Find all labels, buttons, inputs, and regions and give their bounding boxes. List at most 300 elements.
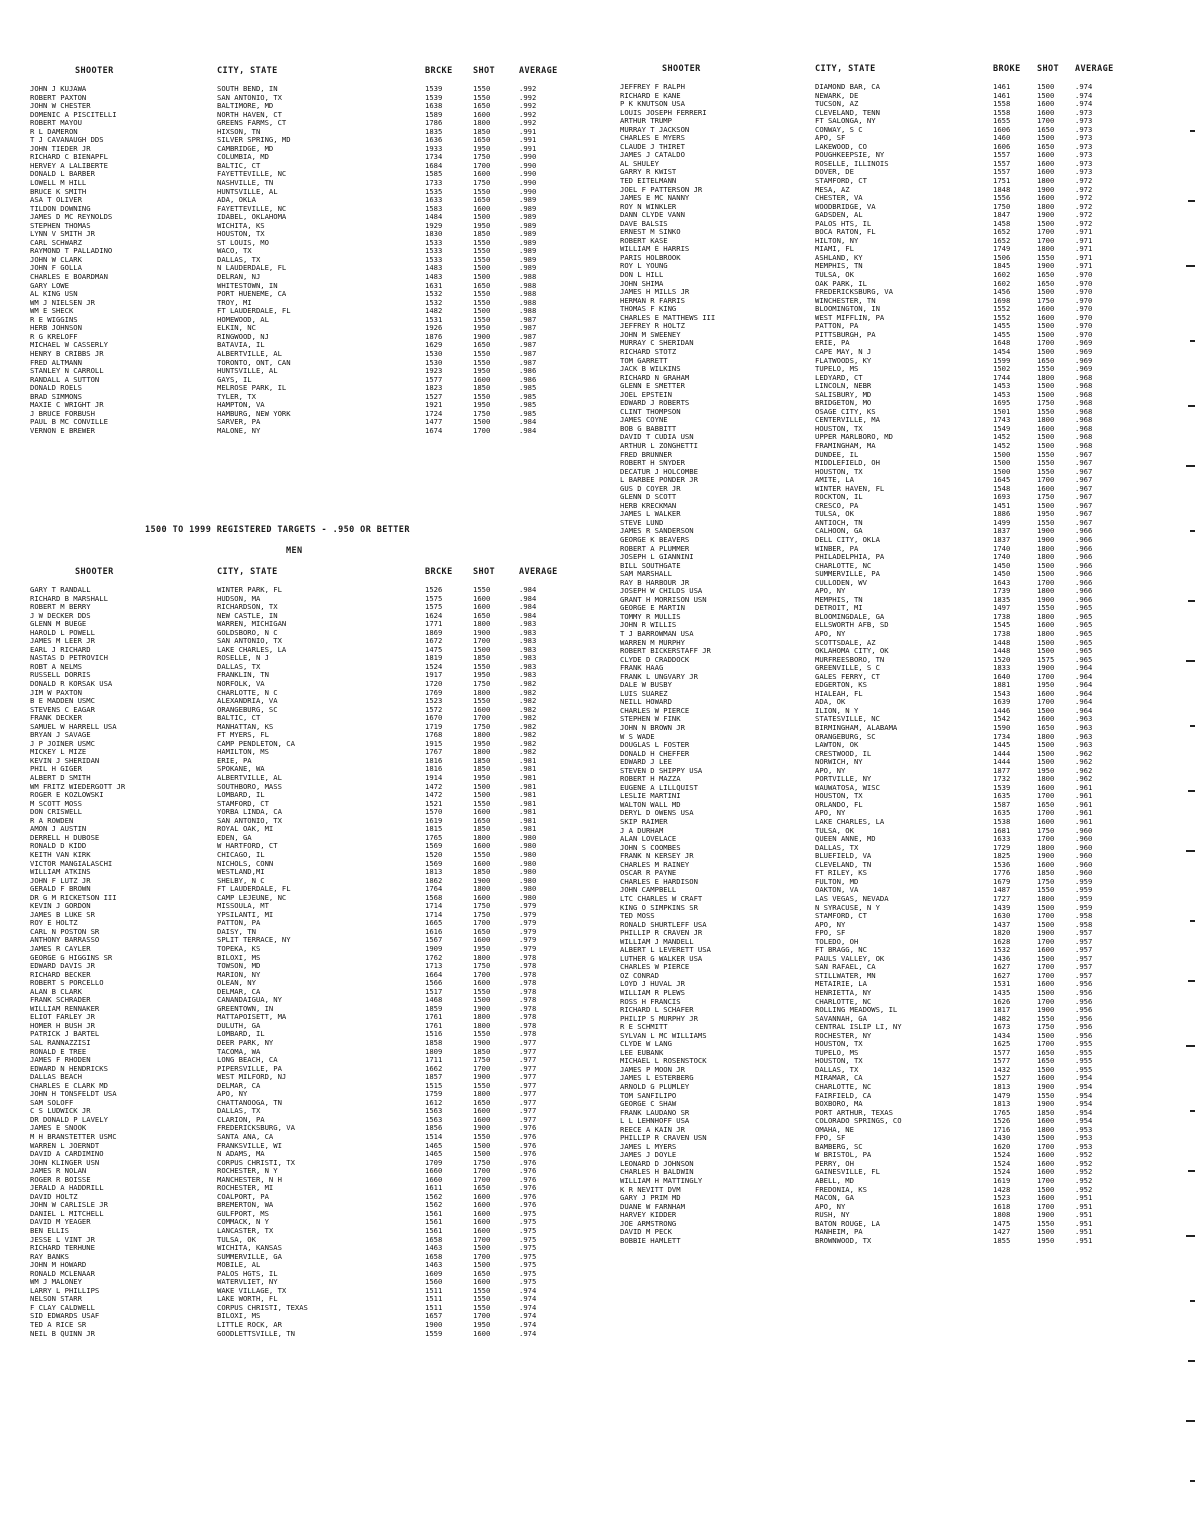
- broke-value: 1665: [425, 919, 443, 928]
- broke-value: 1657: [425, 1312, 443, 1321]
- average-value: .975: [519, 1261, 537, 1270]
- shooter-name: DALE W BUSBY: [620, 681, 672, 690]
- broke-value: 1499: [993, 518, 1011, 527]
- shooter-name: M H BRANSTETTER USMC: [30, 1133, 117, 1141]
- shooter-name: WALTON WALL MD: [620, 800, 681, 809]
- shooter-name: R E SCHMITT: [620, 1023, 668, 1032]
- table-row: [620, 570, 1135, 579]
- city-state: HILTON, NY: [815, 236, 859, 245]
- shooter-name: REECE A KAIN JR: [620, 1125, 685, 1134]
- shooter-name: J W DECKER DDS: [30, 611, 91, 620]
- average-value: .964: [1075, 681, 1093, 690]
- shot-value: 1800: [1037, 553, 1055, 562]
- shooter-name: AL KING USN: [30, 290, 78, 299]
- shooter-name: JEFFREY R HOLTZ: [620, 322, 685, 331]
- shot-value: 1900: [1037, 595, 1055, 604]
- shooter-name: LEE EUBANK: [620, 1048, 664, 1057]
- table-row: [620, 758, 1135, 767]
- broke-value: 1658: [425, 1235, 443, 1244]
- shooter-name: ERNEST M SINKO: [620, 228, 681, 237]
- shooter-name: TED A RICE SR: [30, 1321, 87, 1330]
- city-state: DUNDEE, IL: [815, 450, 859, 459]
- header-broke: BRCKE: [425, 567, 453, 577]
- shooter-name: HAROLD L POWELL: [30, 628, 95, 637]
- shot-value: 1600: [473, 859, 491, 868]
- table-row: [30, 902, 579, 911]
- broke-value: 1767: [425, 748, 443, 757]
- average-value: .979: [519, 944, 537, 953]
- city-state: OKLAHOMA CITY, OK: [815, 647, 889, 656]
- city-state: TOPEKA, KS: [217, 944, 261, 953]
- average-value: .973: [1075, 151, 1093, 160]
- broke-value: 1914: [425, 774, 443, 783]
- table-row: [30, 954, 579, 963]
- shot-value: 1800: [473, 953, 491, 962]
- broke-value: 1813: [993, 1100, 1011, 1109]
- shooter-name: RAYMOND T PALLADINO: [30, 247, 113, 256]
- table-row: [30, 230, 579, 239]
- shot-value: 1500: [473, 791, 491, 800]
- shooter-name: CHARLES E MYERS: [620, 134, 685, 143]
- broke-value: 1869: [425, 628, 443, 637]
- average-value: .978: [519, 996, 537, 1005]
- shot-value: 1550: [473, 85, 491, 93]
- shot-value: 1900: [1037, 262, 1055, 271]
- average-value: .970: [1075, 313, 1093, 322]
- average-value: .983: [519, 662, 537, 671]
- average-value: .992: [519, 119, 537, 128]
- average-value: .978: [519, 1004, 537, 1013]
- broke-value: 1452: [993, 433, 1011, 442]
- average-value: .974: [519, 1295, 537, 1304]
- average-value: .962: [1075, 775, 1093, 784]
- broke-value: 1633: [993, 835, 1011, 844]
- shot-value: 1550: [473, 349, 491, 358]
- broke-value: 1439: [993, 903, 1011, 912]
- city-state: GREENTOWN, IN: [217, 1004, 274, 1013]
- shooter-name: ROBERT H MAZZA: [620, 775, 681, 784]
- city-state: ROCHESTER, NY: [815, 1031, 872, 1040]
- table-row: [620, 904, 1135, 913]
- left-top-table: [30, 64, 579, 435]
- broke-value: 1453: [993, 382, 1011, 391]
- shooter-name: KEVIN J SHERIDAN: [30, 756, 100, 765]
- shooter-name: NEILL HOWARD: [620, 698, 672, 707]
- table-row: [30, 282, 579, 291]
- shot-value: 1550: [473, 358, 491, 367]
- city-state: LONG BEACH, CA: [217, 1056, 278, 1065]
- average-value: .978: [519, 1021, 537, 1030]
- average-value: .992: [519, 93, 537, 102]
- average-value: .980: [519, 859, 537, 868]
- city-state: MIRAMAR, CA: [815, 1074, 863, 1083]
- table-row: [30, 834, 579, 843]
- shooter-name: ROBERT M BERRY: [30, 603, 91, 612]
- shooter-name: ANTHONY BARRASSO: [30, 936, 100, 945]
- shooter-name: LTC CHARLES W CRAFT: [620, 894, 703, 903]
- shooter-name: CHARLES M RAINEY: [620, 860, 690, 869]
- shooter-name: NELSON STARR: [30, 1295, 82, 1304]
- shooter-name: GLENN D SCOTT: [620, 493, 677, 502]
- table-row: [620, 1177, 1135, 1186]
- table-row: [30, 85, 579, 94]
- shooter-name: GLENN E SMETTER: [620, 382, 685, 391]
- city-state: RICHARDSON, TX: [217, 603, 278, 612]
- average-value: .983: [519, 645, 537, 654]
- broke-value: 1816: [425, 765, 443, 774]
- table-row: [30, 196, 579, 205]
- city-state: FPO, SF: [815, 1134, 846, 1143]
- city-state: OAK PARK, IL: [815, 279, 867, 288]
- city-state: PATTON, PA: [815, 322, 859, 331]
- shot-value: 1900: [1037, 185, 1055, 194]
- table-row: [620, 399, 1135, 408]
- city-state: ADA, OKLA: [217, 196, 256, 205]
- average-value: .972: [1075, 211, 1093, 220]
- shooter-name: RANDALL A SUTTON: [30, 375, 100, 384]
- shooter-name: EDWARD J LEE: [620, 758, 672, 767]
- table-row: [30, 962, 579, 971]
- average-value: .987: [519, 358, 537, 367]
- table-row: [620, 109, 1135, 118]
- table-row: [620, 784, 1135, 793]
- broke-value: 1808: [993, 1211, 1011, 1220]
- table-row: [620, 1023, 1135, 1032]
- city-state: APO, NY: [217, 1090, 248, 1099]
- broke-value: 1720: [425, 680, 443, 689]
- city-state: MEMPHIS, TN: [815, 595, 863, 604]
- table-row: [30, 1133, 579, 1142]
- average-value: .966: [1075, 578, 1093, 587]
- city-state: BLOOMINGTON, IN: [815, 305, 880, 314]
- shot-value: 1500: [473, 645, 491, 654]
- shot-value: 1550: [473, 1133, 491, 1141]
- shot-value: 1700: [1037, 963, 1055, 972]
- broke-value: 1727: [993, 894, 1011, 903]
- city-state: SOUTH BEND, IN: [217, 85, 278, 93]
- broke-value: 1776: [993, 869, 1011, 878]
- broke-value: 1674: [425, 426, 443, 435]
- broke-value: 1563: [425, 1115, 443, 1124]
- broke-value: 1750: [993, 202, 1011, 211]
- shooter-name: ASA T OLIVER: [30, 196, 82, 205]
- average-value: .973: [1075, 159, 1093, 168]
- shooter-name: JOHN F LUTZ JR: [30, 876, 91, 885]
- average-value: .964: [1075, 672, 1093, 681]
- broke-value: 1533: [425, 255, 443, 264]
- city-state: FAYETTEVILLE, NC: [217, 204, 287, 213]
- city-state: ROCKTON, IL: [815, 493, 863, 502]
- shot-value: 1900: [473, 876, 491, 885]
- shot-value: 1600: [473, 979, 491, 988]
- shooter-name: OZ CONRAD: [620, 971, 659, 980]
- average-value: .954: [1075, 1100, 1093, 1109]
- city-state: CHARLOTTE, N C: [217, 688, 278, 697]
- table-row: [620, 1203, 1135, 1212]
- table-row: [30, 1099, 579, 1108]
- city-state: PAULS VALLEY, OK: [815, 954, 885, 963]
- shot-value: 1550: [473, 255, 491, 264]
- shot-value: 1650: [473, 102, 491, 111]
- section-subtitle: MEN: [286, 546, 303, 556]
- shot-value: 1600: [1037, 1168, 1055, 1177]
- shot-value: 1850: [1037, 1108, 1055, 1117]
- shot-value: 1700: [1037, 912, 1055, 921]
- shooter-name: WM J MALONEY: [30, 1278, 82, 1287]
- broke-value: 1662: [425, 1064, 443, 1073]
- broke-value: 1445: [993, 741, 1011, 750]
- table-row: [620, 792, 1135, 801]
- city-state: W BRISTOL, PA: [815, 1151, 872, 1160]
- broke-value: 1446: [993, 706, 1011, 715]
- right-table: [620, 62, 1135, 1245]
- average-value: .956: [1075, 1014, 1093, 1023]
- shooter-name: NEIL B QUINN JR: [30, 1329, 95, 1338]
- header-shot: SHOT: [1037, 64, 1060, 74]
- broke-value: 1859: [425, 1004, 443, 1013]
- table-row: [620, 151, 1135, 160]
- broke-value: 1533: [425, 238, 443, 247]
- shot-value: 1700: [473, 919, 491, 928]
- shooter-name: STEPHEN THOMAS: [30, 221, 91, 230]
- broke-value: 1734: [425, 153, 443, 162]
- city-state: BATAVIA, IL: [217, 341, 265, 350]
- shooter-name: JOHN J KUJAWA: [30, 85, 87, 93]
- table-row: [620, 587, 1135, 596]
- shot-value: 1750: [473, 153, 491, 162]
- city-state: APO, NY: [815, 1202, 846, 1211]
- broke-value: 1743: [993, 416, 1011, 425]
- average-value: .976: [519, 1158, 537, 1167]
- table-body: [30, 586, 579, 1338]
- shooter-name: PHILLIP R CRAVEN USN: [620, 1134, 707, 1143]
- shooter-name: LUTHER G WALKER USA: [620, 954, 703, 963]
- shooter-name: T J BARROWMAN USA: [620, 630, 694, 638]
- city-state: PORTVILLE, NY: [815, 775, 872, 784]
- shot-value: 1600: [473, 204, 491, 213]
- average-value: .960: [1075, 826, 1093, 835]
- shot-value: 1600: [1037, 1194, 1055, 1203]
- shooter-name: RAY B HARBOUR JR: [620, 578, 690, 587]
- average-value: .970: [1075, 271, 1093, 280]
- average-value: .972: [1075, 177, 1093, 186]
- shot-value: 1500: [1037, 288, 1055, 297]
- broke-value: 1933: [425, 144, 443, 153]
- table-row: [620, 545, 1135, 554]
- average-value: .981: [519, 774, 537, 783]
- average-value: .952: [1075, 1177, 1093, 1185]
- shot-value: 1800: [1037, 544, 1055, 553]
- shooter-name: JOHN M HOWARD: [30, 1261, 87, 1270]
- table-row: [620, 733, 1135, 742]
- table-row: [620, 416, 1135, 425]
- city-state: CRESCO, PA: [815, 501, 859, 510]
- average-value: .957: [1075, 937, 1093, 946]
- broke-value: 1627: [993, 963, 1011, 972]
- average-value: .960: [1075, 860, 1093, 869]
- shooter-name: PARIS HOLBROOK: [620, 253, 681, 262]
- city-state: GAINESVILLE, FL: [815, 1168, 880, 1177]
- shooter-name: BOB G BABBITT: [620, 424, 677, 433]
- table-row: [30, 205, 579, 214]
- shot-value: 1500: [1037, 561, 1055, 570]
- average-value: .977: [519, 1064, 537, 1073]
- average-value: .974: [519, 1303, 537, 1312]
- shooter-name: JAMES L MYERS: [620, 1142, 677, 1151]
- broke-value: 1475: [993, 1219, 1011, 1228]
- shot-value: 1950: [1037, 510, 1055, 519]
- city-state: CULLODEN, WV: [815, 578, 867, 587]
- broke-value: 1531: [993, 980, 1011, 989]
- shooter-name: RAY BANKS: [30, 1252, 69, 1261]
- broke-value: 1847: [993, 211, 1011, 220]
- city-state: SUMMERVILLE, GA: [217, 1252, 282, 1261]
- city-state: BIRMINGHAM, ALABAMA: [815, 724, 898, 733]
- average-value: .965: [1075, 638, 1093, 647]
- shooter-name: CARL N POSTON SR: [30, 927, 100, 936]
- average-value: .954: [1075, 1074, 1093, 1083]
- shooter-name: JOHN KLINGER USN: [30, 1158, 100, 1167]
- table-row: [620, 801, 1135, 810]
- shot-value: 1650: [1037, 142, 1055, 151]
- shot-value: 1650: [473, 1269, 491, 1278]
- table-row: [620, 715, 1135, 724]
- shot-value: 1950: [473, 671, 491, 680]
- shooter-name: DERRELL H DUBOSE: [30, 833, 100, 842]
- shooter-name: MAXIE C WRIGHT JR: [30, 401, 104, 410]
- shot-value: 1600: [1037, 946, 1055, 955]
- shot-value: 1800: [473, 748, 491, 757]
- shot-value: 1650: [1037, 279, 1055, 288]
- table-row: [30, 988, 579, 997]
- shot-value: 1700: [473, 161, 491, 170]
- shot-value: 1500: [1037, 441, 1055, 450]
- shot-value: 1950: [1037, 1236, 1055, 1245]
- city-state: WACO, TX: [217, 247, 252, 256]
- city-state: BOXBORO, MA: [815, 1100, 863, 1109]
- shooter-name: HARVEY KIDDER: [620, 1211, 677, 1220]
- broke-value: 1619: [425, 816, 443, 825]
- shot-value: 1600: [473, 375, 491, 384]
- table-row: [620, 1151, 1135, 1160]
- shooter-name: SKIP RAIMER: [620, 818, 668, 827]
- shot-value: 1550: [1037, 365, 1055, 374]
- shooter-name: CHARLES W PIERCE: [620, 706, 690, 715]
- shot-value: 1700: [1037, 997, 1055, 1006]
- average-value: .973: [1075, 125, 1093, 134]
- scan-mark: [1190, 1110, 1195, 1112]
- shooter-name: JAMES E SNOOK: [30, 1124, 87, 1133]
- shot-value: 1900: [1037, 1082, 1055, 1091]
- broke-value: 1813: [993, 1082, 1011, 1091]
- shot-value: 1700: [1037, 672, 1055, 681]
- shooter-name: HERMAN R FARRIS: [620, 296, 685, 305]
- table-row: [620, 143, 1135, 152]
- shot-value: 1600: [473, 808, 491, 817]
- average-value: .983: [519, 637, 537, 646]
- shot-value: 1700: [473, 1252, 491, 1261]
- broke-value: 1569: [425, 842, 443, 851]
- city-state: FRAMINGHAM, MA: [815, 441, 876, 450]
- city-state: HOUSTON, TX: [815, 1040, 863, 1049]
- shot-value: 1600: [473, 1201, 491, 1210]
- edge-scan-marks: [1183, 60, 1197, 1490]
- shooter-name: WARREN M MURPHY: [620, 638, 685, 647]
- city-state: LEDYARD, CT: [815, 373, 863, 382]
- scan-mark: [1190, 920, 1195, 922]
- table-row: [620, 1032, 1135, 1041]
- header-shooter: SHOOTER: [662, 64, 701, 74]
- broke-value: 1915: [425, 739, 443, 748]
- shooter-name: VERNON E BREWER: [30, 426, 95, 435]
- average-value: .954: [1075, 1082, 1093, 1091]
- shot-value: 1600: [1037, 194, 1055, 203]
- city-state: ELKIN, NC: [217, 324, 256, 333]
- shooter-name: JAMES M LEER JR: [30, 637, 95, 646]
- header-shooter: SHOOTER: [75, 66, 114, 76]
- shot-value: 1550: [1037, 253, 1055, 262]
- header-city: CITY, STATE: [217, 66, 278, 76]
- shooter-name: ROBERT PAXTON: [30, 93, 87, 102]
- shooter-name: GEORGE E MARTIN: [620, 604, 685, 613]
- broke-value: 1453: [993, 390, 1011, 399]
- table-row: [620, 827, 1135, 836]
- broke-value: 1740: [993, 544, 1011, 553]
- broke-value: 1455: [993, 330, 1011, 339]
- shot-value: 1550: [1037, 1219, 1055, 1228]
- shot-value: 1950: [473, 401, 491, 410]
- broke-value: 1450: [993, 570, 1011, 579]
- average-value: .967: [1075, 493, 1093, 502]
- shot-value: 1550: [473, 187, 491, 196]
- shooter-name: JAMES E MC NANNY: [620, 194, 690, 203]
- city-state: FRANKSVILLE, WI: [217, 1141, 282, 1150]
- shot-value: 1850: [1037, 869, 1055, 878]
- broke-value: 1502: [993, 365, 1011, 374]
- broke-value: 1543: [993, 689, 1011, 698]
- shot-value: 1500: [1037, 219, 1055, 228]
- shooter-name: T J CAVANAUGH DDS: [30, 136, 104, 145]
- broke-value: 1606: [993, 142, 1011, 151]
- broke-value: 1539: [993, 783, 1011, 792]
- broke-value: 1857: [425, 1073, 443, 1082]
- shooter-name: KING O SIMPKINS SR: [620, 903, 698, 912]
- shooter-name: GLENN M BUEGE: [30, 620, 87, 629]
- shot-value: 1700: [1037, 476, 1055, 485]
- average-value: .956: [1075, 988, 1093, 997]
- shooter-name: VICTOR MANGIALASCHI: [30, 859, 113, 868]
- average-value: .991: [519, 144, 537, 153]
- shooter-name: SAM SOLOFF: [30, 1098, 74, 1107]
- shot-value: 1550: [473, 1286, 491, 1295]
- city-state: SOUTHBORO, MASS: [217, 782, 282, 791]
- average-value: .965: [1075, 604, 1093, 613]
- city-state: DALLAS, TX: [217, 1107, 261, 1116]
- average-value: .969: [1075, 339, 1093, 348]
- shooter-name: JOE ARMSTRONG: [620, 1219, 677, 1228]
- shot-value: 1950: [1037, 681, 1055, 690]
- broke-value: 1451: [993, 501, 1011, 510]
- shooter-name: GARRY R KWIST: [620, 168, 677, 177]
- table-row: [620, 237, 1135, 246]
- city-state: HOUSTON, TX: [815, 792, 863, 801]
- shooter-name: ROBERT MAYOU: [30, 119, 82, 128]
- city-state: PERRY, OH: [815, 1159, 854, 1168]
- table-row: [620, 1100, 1135, 1109]
- average-value: .980: [519, 868, 537, 877]
- broke-value: 1858: [425, 1038, 443, 1047]
- shooter-name: ROGER E KOZLOWSKI: [30, 791, 104, 800]
